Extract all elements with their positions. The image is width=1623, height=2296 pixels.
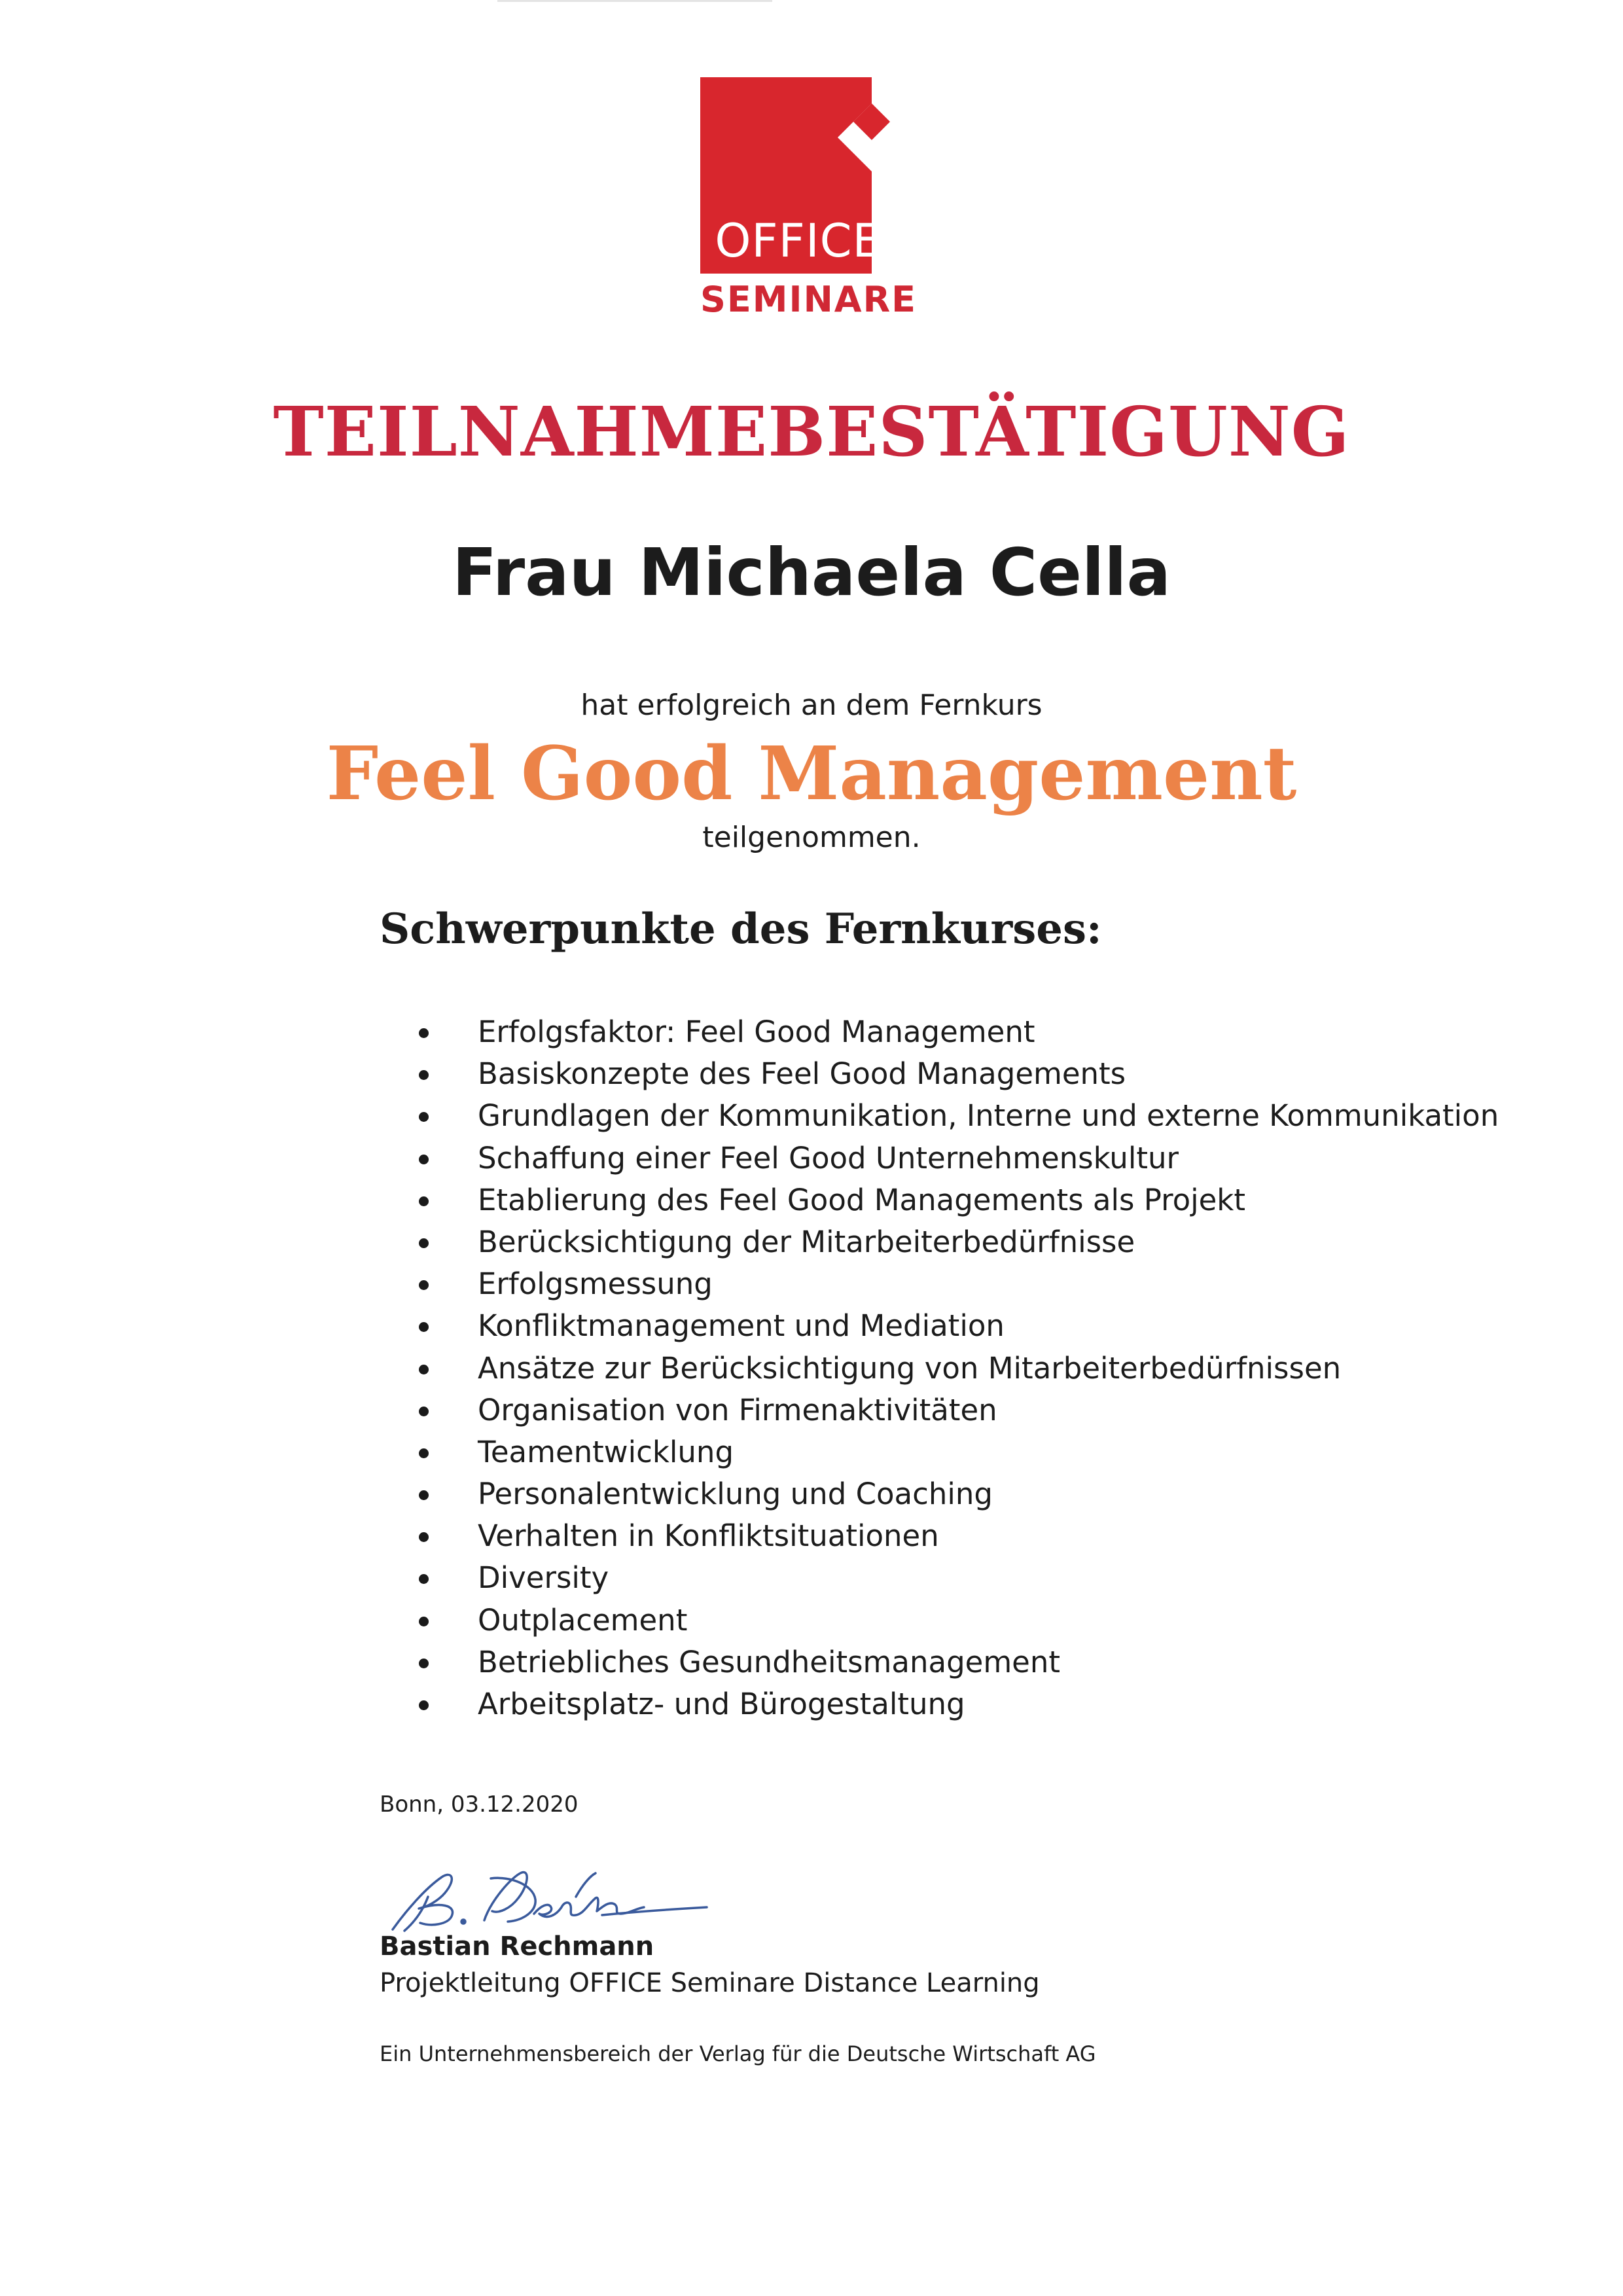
topic-label: Basiskonzepte des Feel Good Managements	[478, 1056, 1126, 1092]
bullet-icon	[419, 1112, 429, 1122]
topic-list-item	[406, 1431, 1571, 1473]
outro-text: teilgenommen.	[702, 821, 921, 854]
topic-list-item	[406, 1641, 1571, 1683]
bullet-icon	[419, 1196, 429, 1206]
bullet-icon	[419, 1322, 429, 1332]
bullet-icon	[419, 1532, 429, 1542]
bullet-icon	[419, 1070, 429, 1080]
topic-label: Arbeitsplatz- und Bürogestaltung	[478, 1687, 965, 1721]
bullet-icon	[419, 1280, 429, 1290]
bullet-icon	[419, 1490, 429, 1500]
topic-list-item	[406, 1095, 1571, 1137]
intro-text: hat erfolgreich an dem Fernkurs	[580, 689, 1043, 722]
signature-icon	[380, 1859, 720, 1937]
bullet-icon	[419, 1155, 429, 1164]
topic-list-item	[406, 1390, 1571, 1431]
topic-list-item	[406, 1515, 1571, 1557]
topic-label: Teamentwicklung	[478, 1434, 734, 1469]
logo-word-office: OFFICE	[715, 214, 882, 268]
bullet-icon	[419, 1574, 429, 1584]
topic-label: Outplacement	[478, 1602, 688, 1638]
bullet-icon	[419, 1617, 429, 1626]
course-name: Feel Good Management	[326, 731, 1297, 817]
topic-label: Personalentwicklung und Coaching	[478, 1477, 993, 1512]
signer-role: Projektleitung OFFICE Seminare Distance Learning	[380, 1968, 1040, 1998]
bullet-icon	[419, 1700, 429, 1710]
bullet-icon	[419, 1238, 429, 1248]
topic-label: Erfolgsfaktor: Feel Good Management	[478, 1014, 1035, 1049]
topic-list-item	[406, 1011, 1571, 1053]
topic-label: Ansätze zur Berücksichtigung von Mitarbeiterbedürfnissen	[478, 1350, 1342, 1386]
topic-label: Verhalten in Konfliktsituationen	[478, 1518, 939, 1554]
bullet-icon	[419, 1659, 429, 1668]
footer-note: Ein Unternehmensbereich der Verlag für die Deutsche Wirtschaft AG	[380, 2041, 1096, 2066]
topic-list-item	[406, 1305, 1571, 1347]
logo-word-seminare: SEMINARE	[700, 279, 918, 320]
signer-name: Bastian Rechmann	[380, 1931, 654, 1962]
topic-label: Betriebliches Gesundheitsmanagement	[478, 1644, 1061, 1679]
topic-list-item	[406, 1600, 1571, 1641]
bullet-icon	[419, 1028, 429, 1038]
topic-list-item	[406, 1179, 1571, 1221]
topic-list-item	[406, 1053, 1571, 1095]
topic-label: Schaffung einer Feel Good Unternehmenskultur	[478, 1140, 1179, 1175]
topic-label: Konfliktmanagement und Mediation	[478, 1308, 1005, 1344]
focus-heading: Schwerpunkte des Fernkurses:	[380, 905, 1102, 954]
bullet-icon	[419, 1407, 429, 1416]
topic-label: Organisation von Firmenaktivitäten	[478, 1392, 997, 1427]
topic-label: Etablierung des Feel Good Managements als Projekt	[478, 1182, 1246, 1217]
topic-list-item	[406, 1263, 1571, 1305]
place-date: Bonn, 03.12.2020	[380, 1791, 579, 1818]
office-seminare-logo	[700, 77, 923, 326]
topic-list-item	[406, 1473, 1571, 1515]
topic-label: Grundlagen der Kommunikation, Interne und externe Kommunikation	[478, 1098, 1499, 1134]
topic-list-item	[406, 1683, 1571, 1725]
topic-list-item	[406, 1557, 1571, 1599]
certificate-title: TEILNAHMEBESTÄTIGUNG	[273, 391, 1350, 472]
topic-list-item	[406, 1221, 1571, 1263]
topic-label: Berücksichtigung der Mitarbeiterbedürfnisse	[478, 1224, 1135, 1259]
topic-list-item	[406, 1348, 1571, 1390]
topic-label: Diversity	[478, 1560, 609, 1596]
topic-list	[406, 1011, 1571, 1725]
bullet-icon	[419, 1448, 429, 1458]
recipient-name: Frau Michaela Cella	[452, 534, 1171, 611]
topic-list-item	[406, 1138, 1571, 1179]
scan-edge-line	[497, 0, 772, 2]
bullet-icon	[419, 1365, 429, 1374]
topic-label: Erfolgsmessung	[478, 1266, 713, 1302]
